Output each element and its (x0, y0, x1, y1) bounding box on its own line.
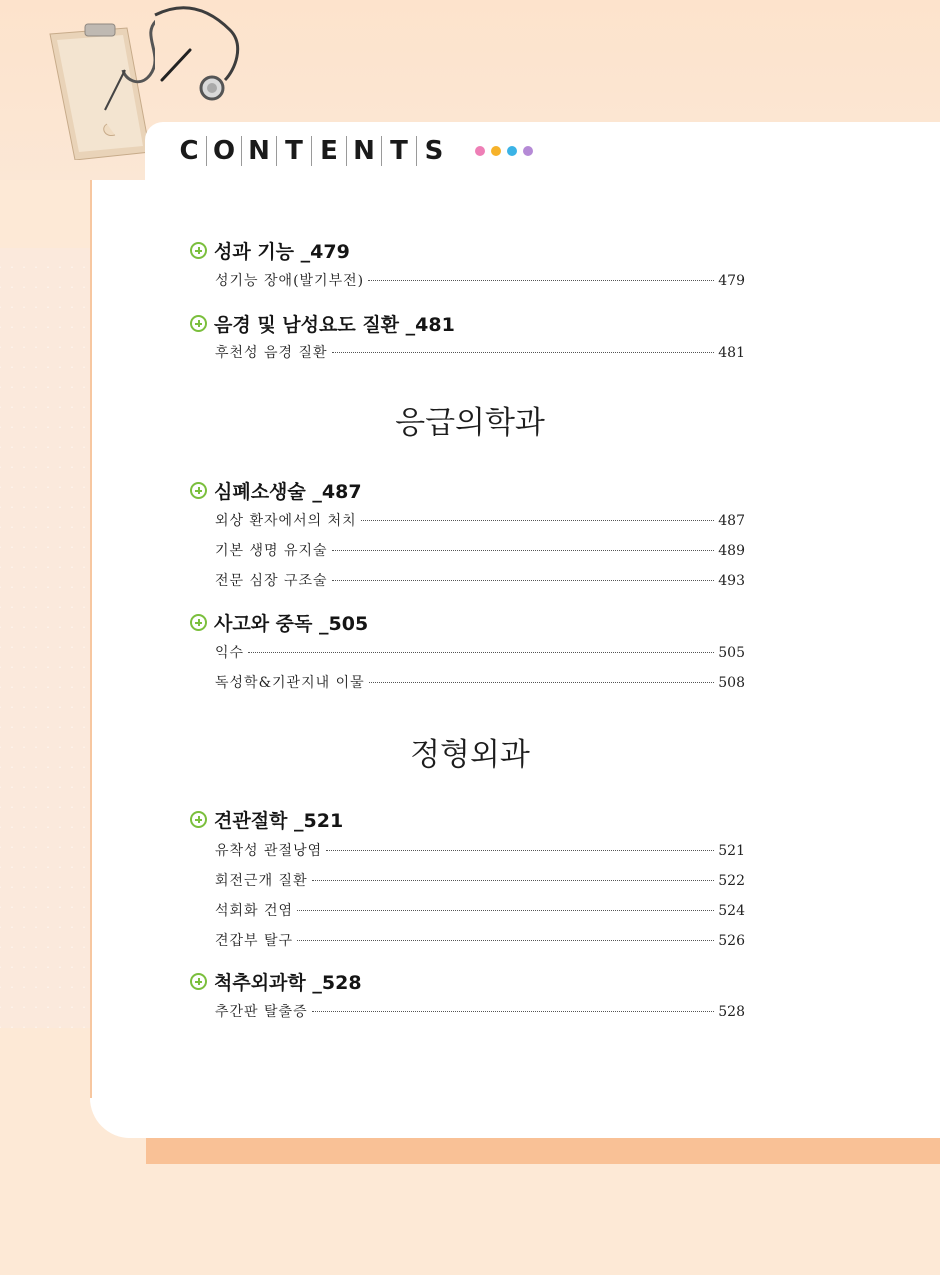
chapter-title: 정형외과 (410, 737, 530, 773)
section-title: 음경 및 남성요도 질환 _481 (214, 314, 455, 336)
toc-item-page: 522 (718, 873, 745, 889)
toc-item-label: 회전근개 질환 (215, 873, 308, 889)
dot-leader (248, 652, 714, 653)
section-heading[interactable] (190, 806, 343, 833)
title-letter: E (312, 136, 347, 166)
toc-item-label: 외상 환자에서의 처치 (215, 513, 357, 529)
dot-leader (332, 580, 715, 581)
clipboard-stethoscope-icon (45, 20, 155, 160)
section-title: 견관절학 _521 (214, 810, 344, 832)
toc-item[interactable] (215, 540, 745, 560)
dot-leader (297, 940, 714, 941)
dot-leader (332, 550, 715, 551)
title-letter: N (242, 136, 277, 166)
dot-leader (312, 1011, 715, 1012)
dot-leader (332, 352, 715, 353)
toc-item-page: 481 (718, 345, 745, 361)
title-letter: T (382, 136, 417, 166)
toc-item[interactable] (215, 1001, 745, 1021)
section-heading[interactable] (190, 968, 362, 995)
chapter-title: 응급의학과 (395, 405, 545, 441)
title-letter: N (347, 136, 382, 166)
plus-circle-icon (190, 973, 207, 990)
title-letter: S (424, 136, 444, 166)
toc-item[interactable] (215, 672, 745, 692)
section-title: 성과 기능 _479 (214, 241, 350, 263)
stethoscope-icon (150, 0, 260, 110)
toc-item-label: 독성학&기관지내 이물 (215, 675, 365, 691)
bottom-accent-bar (146, 1138, 940, 1164)
toc-item[interactable] (215, 930, 745, 950)
section-title: 심폐소생술 _487 (214, 481, 362, 503)
dot-leader (369, 682, 715, 683)
title-letter: T (277, 136, 312, 166)
plus-circle-icon (190, 242, 207, 259)
plus-circle-icon (190, 315, 207, 332)
dot-pink (475, 146, 485, 156)
section-heading[interactable] (190, 237, 350, 264)
toc-item[interactable] (215, 642, 745, 662)
title-letter: O (207, 136, 242, 166)
toc-item[interactable] (215, 870, 745, 890)
header-strip (145, 122, 940, 180)
toc-item-page: 493 (718, 573, 745, 589)
toc-item[interactable] (215, 510, 745, 530)
toc-item-label: 성기능 장애(발기부전) (215, 273, 365, 289)
toc-item-label: 유착성 관절낭염 (215, 843, 323, 859)
dot-blue (507, 146, 517, 156)
toc-item-page: 508 (718, 675, 745, 691)
toc-item-label: 석회화 건염 (215, 903, 294, 919)
contents-title (172, 134, 451, 168)
toc-item-label: 익수 (215, 645, 245, 661)
toc-item-label: 견갑부 탈구 (215, 933, 294, 949)
plus-circle-icon (190, 811, 207, 828)
toc-item-page: 526 (718, 933, 745, 949)
dot-purple (523, 146, 533, 156)
dot-leader (312, 880, 715, 881)
toc-item[interactable] (215, 342, 745, 362)
toc-item-page: 528 (718, 1004, 745, 1020)
plus-circle-icon (190, 614, 207, 631)
toc-item[interactable] (215, 570, 745, 590)
toc-item-label: 전문 심장 구조술 (215, 573, 328, 589)
toc-item[interactable] (215, 900, 745, 920)
side-pattern (0, 248, 90, 1028)
section-title: 척추외과학 _528 (214, 972, 362, 994)
dot-leader (361, 520, 715, 521)
toc-item[interactable] (215, 840, 745, 860)
section-heading[interactable] (190, 609, 368, 636)
toc-item-page: 487 (718, 513, 745, 529)
toc-item-page: 505 (718, 645, 745, 661)
toc-item-page: 521 (718, 843, 745, 859)
decorative-dots (475, 146, 533, 156)
dot-leader (297, 910, 714, 911)
section-title: 사고와 중독 _505 (214, 613, 369, 635)
toc-item[interactable] (215, 270, 745, 290)
section-heading[interactable] (190, 310, 455, 337)
dot-leader (326, 850, 714, 851)
toc-item-label: 후천성 음경 질환 (215, 345, 328, 361)
dot-yellow (491, 146, 501, 156)
title-letter: C (172, 136, 207, 166)
toc-item-page: 479 (718, 273, 745, 289)
toc-item-page: 489 (718, 543, 745, 559)
section-heading[interactable] (190, 477, 362, 504)
panel-left-border (90, 180, 92, 1098)
toc-item-label: 추간판 탈출증 (215, 1004, 308, 1020)
toc-item-label: 기본 생명 유지술 (215, 543, 328, 559)
toc-item-page: 524 (718, 903, 745, 919)
dot-leader (368, 280, 714, 281)
plus-circle-icon (190, 482, 207, 499)
